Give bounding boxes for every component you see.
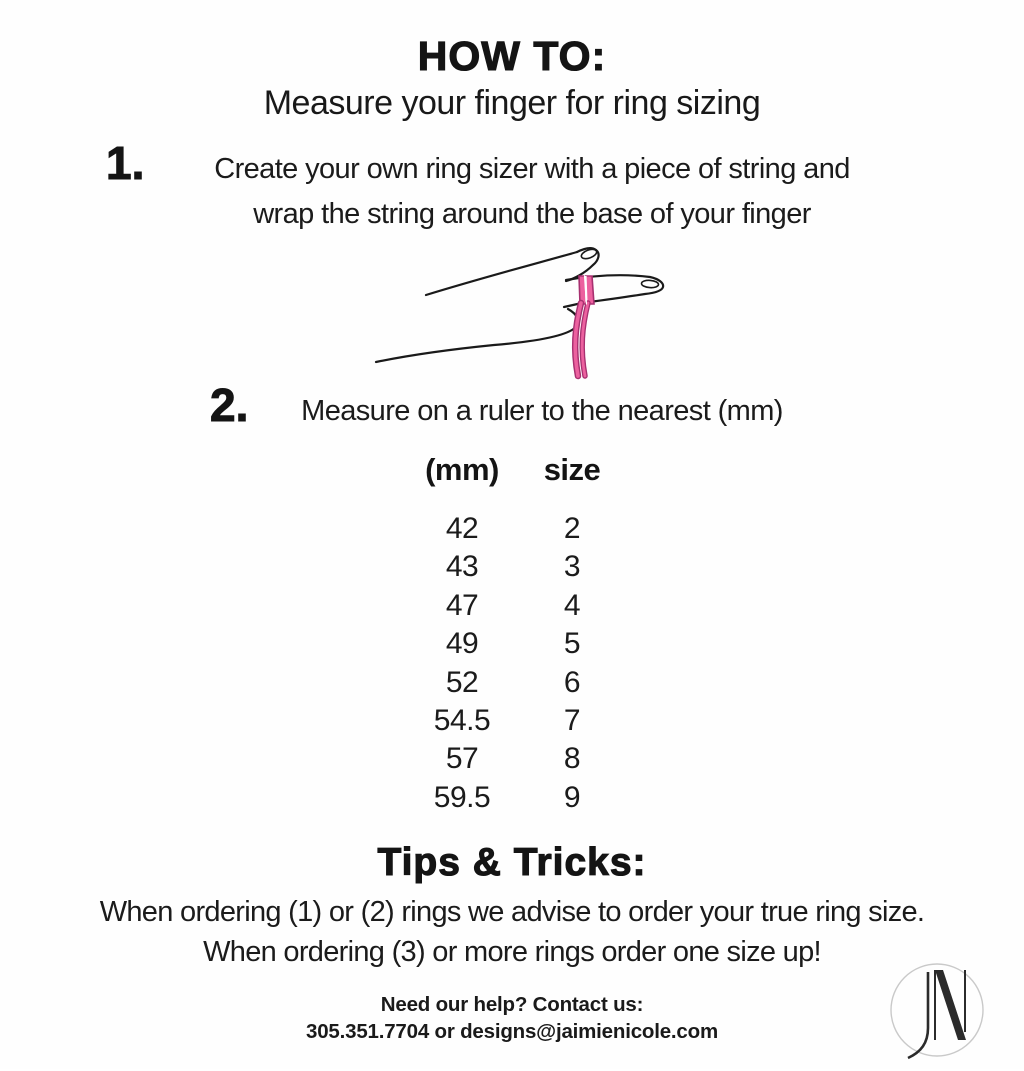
hand-string-illustration <box>370 231 692 383</box>
table-row <box>0 587 1024 625</box>
contact-block <box>0 991 1024 1045</box>
step-2-text: Measure on a ruler to the nearest (mm) <box>301 395 783 427</box>
contact-help-line: Need our help? Contact us: <box>380 993 644 1016</box>
step-1-line-1: Create your own ring sizer with a piece of string and <box>214 153 850 185</box>
tips-text <box>0 892 1024 972</box>
column-header-mm: (mm) <box>425 452 499 487</box>
contact-phone-email: 305.351.7704 or designs@jaimienicole.com <box>306 1020 718 1043</box>
size-value: 6 <box>563 665 581 699</box>
table-row <box>0 625 1024 663</box>
tips-line-1: When ordering (1) or (2) rings we advise to order your true ring size. <box>99 896 925 928</box>
tips-line-2: When ordering (3) or more rings order one size up! <box>203 936 821 968</box>
step-1-line-2: wrap the string around the base of your finger <box>253 198 811 230</box>
table-row <box>0 779 1024 817</box>
page-subtitle: Measure your finger for ring sizing <box>263 84 761 122</box>
size-value: 3 <box>563 550 581 584</box>
table-row <box>0 548 1024 586</box>
page-title: HOW TO: <box>417 33 607 79</box>
mm-value: 57 <box>445 742 479 776</box>
size-value: 4 <box>563 588 581 622</box>
ring-size-table <box>0 448 1024 817</box>
size-value: 8 <box>563 742 581 776</box>
jn-monogram-icon <box>884 960 990 1066</box>
column-header-size: size <box>543 452 601 487</box>
mm-value: 59.5 <box>433 780 491 814</box>
table-header-row <box>0 448 1024 492</box>
step-2-number: 2. <box>210 379 249 431</box>
step-1-text <box>162 147 902 237</box>
size-value: 5 <box>563 627 581 661</box>
tips-title: Tips & Tricks: <box>377 841 647 884</box>
mm-value: 52 <box>445 665 479 699</box>
jn-logo <box>884 960 990 1066</box>
table-row <box>0 664 1024 702</box>
hand-with-string-drawing <box>370 231 692 383</box>
table-row <box>0 740 1024 778</box>
mm-value: 49 <box>445 627 479 661</box>
mm-value: 42 <box>445 512 479 545</box>
size-value: 9 <box>563 780 581 814</box>
mm-value: 47 <box>445 588 479 622</box>
table-row <box>0 702 1024 740</box>
size-value: 7 <box>563 704 581 738</box>
mm-value: 54.5 <box>433 704 491 738</box>
table-row <box>0 510 1024 548</box>
step-1-number: 1. <box>106 137 145 189</box>
mm-value: 43 <box>445 550 479 584</box>
size-value: 2 <box>563 512 581 545</box>
